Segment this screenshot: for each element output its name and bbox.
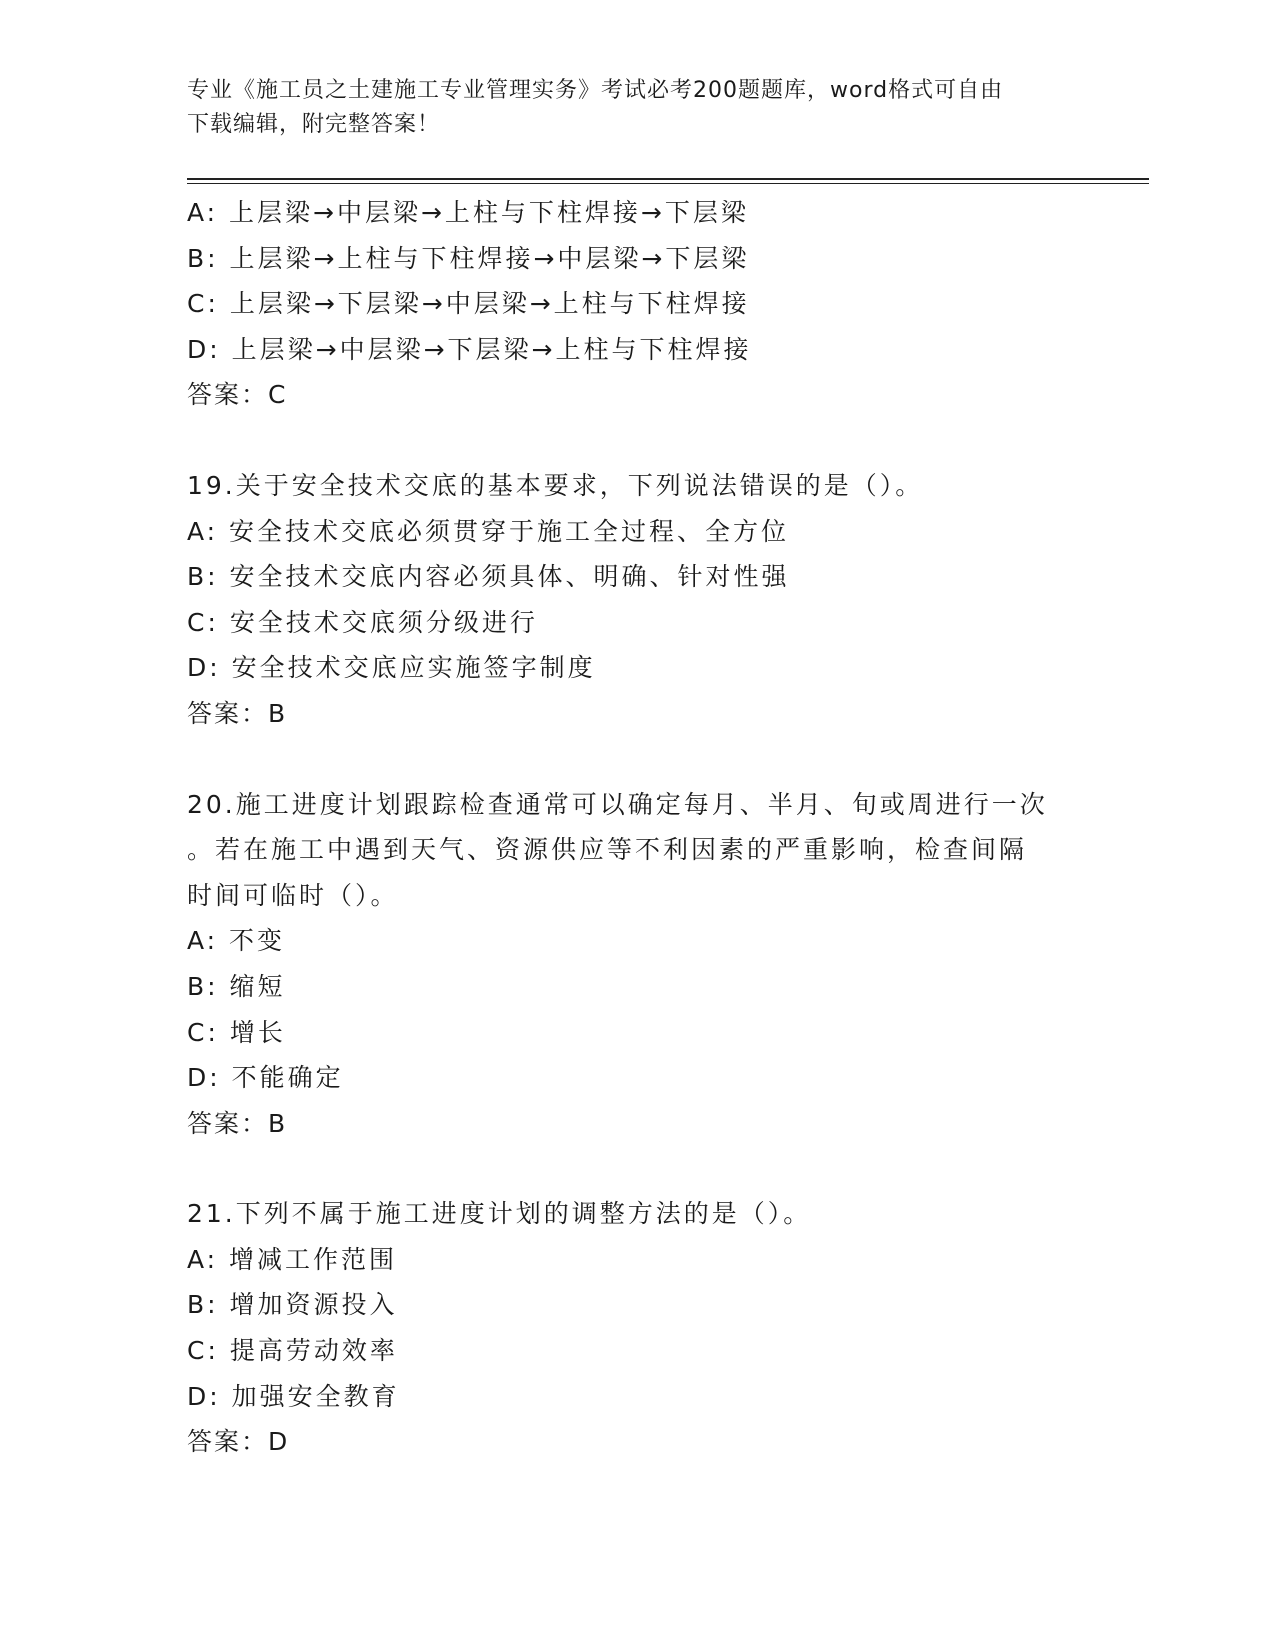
option-a: A: 增减工作范围 xyxy=(187,1244,398,1274)
option-c: C: 上层梁→下层梁→中层梁→上柱与下柱焊接 xyxy=(187,289,750,319)
header-line-1: 专业《施工员之土建施工专业管理实务》考试必考200题题库，word格式可自由 xyxy=(187,78,1004,103)
option-b: B: 安全技术交底内容必须具体、明确、针对性强 xyxy=(187,562,790,592)
option-d: D: 上层梁→中层梁→下层梁→上柱与下柱焊接 xyxy=(187,334,752,364)
question-block-18 xyxy=(187,190,1087,418)
option-c: C: 提高劳动效率 xyxy=(187,1336,398,1366)
option-b: B: 增加资源投入 xyxy=(187,1290,398,1320)
document-body xyxy=(187,190,1087,1465)
header-divider-thick xyxy=(187,178,1149,180)
option-a: A: 上层梁→中层梁→上柱与下柱焊接→下层梁 xyxy=(187,198,749,227)
header-line-2: 下载编辑，附完整答案！ xyxy=(187,112,441,137)
document-header xyxy=(187,74,1067,142)
option-d: D: 安全技术交底应实施签字制度 xyxy=(187,653,596,683)
answer-line: 答案：B xyxy=(187,1108,288,1138)
question-stem: 19.关于安全技术交底的基本要求，下列说法错误的是（）。 xyxy=(187,470,924,500)
answer-line: 答案：B xyxy=(187,698,288,728)
question-stem-line-3: 时间可临时（）。 xyxy=(187,880,399,910)
option-b: B: 缩短 xyxy=(187,971,286,1001)
question-stem-line-1: 20.施工进度计划跟踪检查通常可以确定每月、半月、旬或周进行一次 xyxy=(187,789,1048,819)
question-block-20 xyxy=(187,782,1087,1147)
question-stem-line-2: 。若在施工中遇到天气、资源供应等不利因素的严重影响，检查间隔 xyxy=(187,835,1028,865)
header-divider-thin xyxy=(187,183,1149,184)
option-a: A: 安全技术交底必须贯穿于施工全过程、全方位 xyxy=(187,516,790,546)
answer-line: 答案：D xyxy=(187,1427,290,1457)
question-block-21 xyxy=(187,1191,1087,1465)
option-d: D: 不能确定 xyxy=(187,1063,344,1093)
option-b: B: 上层梁→上柱与下柱焊接→中层梁→下层梁 xyxy=(187,243,750,273)
answer-line: 答案：C xyxy=(187,380,288,410)
question-block-19 xyxy=(187,463,1087,737)
option-d: D: 加强安全教育 xyxy=(187,1381,400,1411)
option-a: A: 不变 xyxy=(187,926,286,956)
question-stem: 21.下列不属于施工进度计划的调整方法的是（）。 xyxy=(187,1199,812,1229)
option-c: C: 增长 xyxy=(187,1017,286,1047)
option-c: C: 安全技术交底须分级进行 xyxy=(187,607,538,637)
